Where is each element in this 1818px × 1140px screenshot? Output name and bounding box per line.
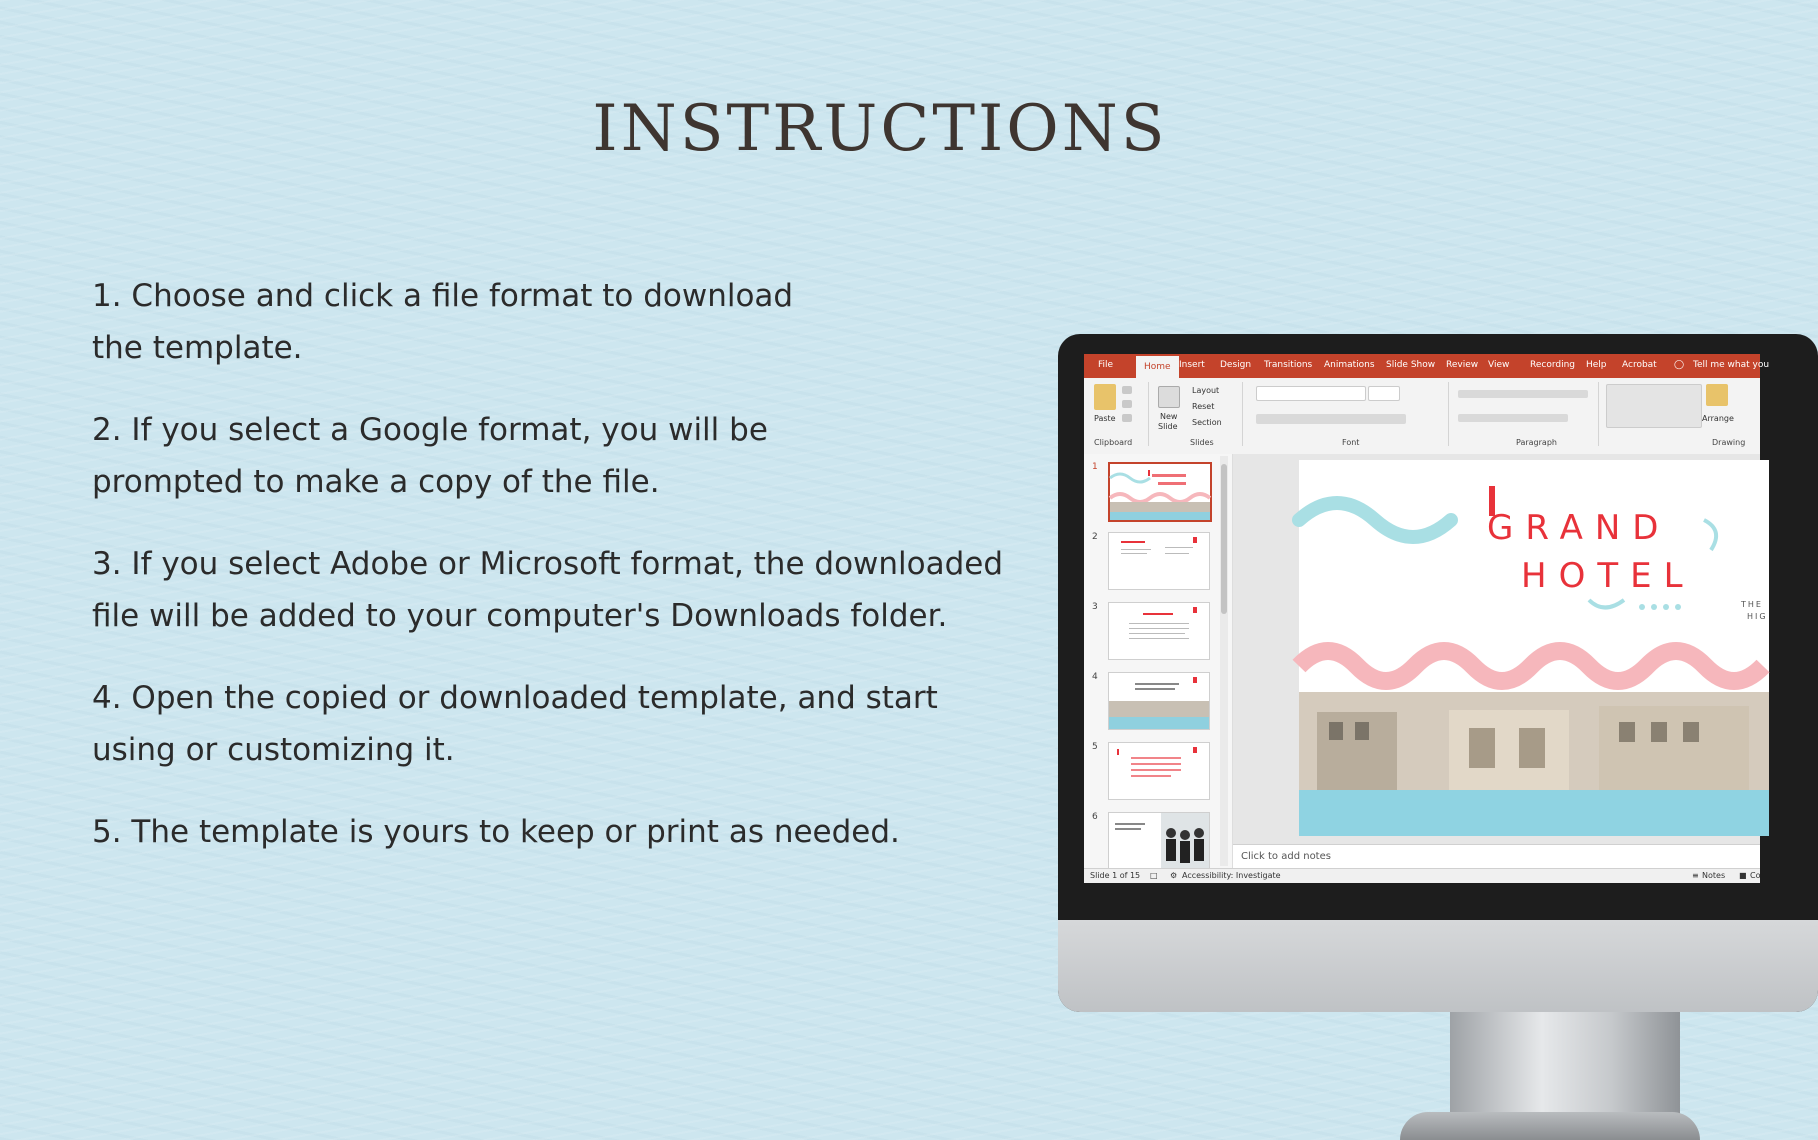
monitor-foot <box>1400 1112 1700 1140</box>
copy-icon[interactable] <box>1122 400 1132 408</box>
ribbon-separator <box>1242 382 1243 446</box>
tab-help[interactable]: Help <box>1586 360 1607 370</box>
slide-number: 4 <box>1092 672 1098 682</box>
monitor-chin <box>1058 920 1818 1012</box>
powerpoint-window <box>1084 354 1770 882</box>
slide-thumbnail-pane <box>1084 454 1233 868</box>
tab-file[interactable]: File <box>1098 360 1114 370</box>
current-slide-canvas[interactable] <box>1299 460 1769 836</box>
slide-title-line1: GRAND <box>1487 508 1671 548</box>
section-button[interactable]: Section <box>1192 418 1222 427</box>
tab-transitions[interactable]: Transitions <box>1264 360 1313 370</box>
tab-recording[interactable]: Recording <box>1530 360 1576 370</box>
slide-thumbnail-3[interactable] <box>1108 602 1210 660</box>
slide-number: 5 <box>1092 742 1098 752</box>
tab-review[interactable]: Review <box>1446 360 1479 370</box>
tab-insert[interactable]: Insert <box>1179 360 1205 370</box>
font-format-buttons[interactable] <box>1256 414 1406 424</box>
accessibility-status[interactable]: Accessibility: Investigate <box>1182 871 1281 880</box>
slide-number: 1 <box>1092 462 1098 472</box>
tab-home[interactable]: Home <box>1136 356 1179 378</box>
group-paragraph-label: Paragraph <box>1516 438 1557 447</box>
instructions-list <box>92 270 1022 888</box>
ribbon-separator <box>1148 382 1149 446</box>
slide-thumbnail-6[interactable] <box>1108 812 1210 870</box>
tab-design[interactable]: Design <box>1220 360 1252 370</box>
tab-animations[interactable]: Animations <box>1324 360 1375 370</box>
font-size-select[interactable] <box>1368 386 1400 401</box>
scrollbar-thumb[interactable] <box>1221 464 1227 614</box>
ribbon-separator <box>1598 382 1599 446</box>
instruction-step-3: 3. If you select Adobe or Microsoft format, the downloaded file will be added to your computer's Downloads folder. <box>92 546 1004 634</box>
slide-number: 2 <box>1092 532 1098 542</box>
notes-pane[interactable]: Click to add notes <box>1233 844 1760 868</box>
instruction-step-5: 5. The template is yours to keep or print as needed. <box>92 814 900 850</box>
spellcheck-icon[interactable]: □ <box>1150 871 1158 880</box>
notes-button[interactable]: Notes <box>1702 871 1726 880</box>
paste-button[interactable]: Paste <box>1094 414 1116 423</box>
instruction-step-1: 1. Choose and click a file format to download the template. <box>92 278 794 366</box>
list-buttons[interactable] <box>1458 390 1588 398</box>
slide-side-text-1: THE <box>1741 600 1763 609</box>
reset-button[interactable]: Reset <box>1192 402 1215 411</box>
tell-me-search[interactable]: Tell me what you <box>1693 360 1770 370</box>
thumbnail-5-art <box>1109 743 1209 799</box>
slide-title-line2: HOTEL <box>1521 556 1695 596</box>
instruction-step-4: 4. Open the copied or downloaded template, and start using or customizing it. <box>92 680 938 768</box>
ribbon-separator <box>1448 382 1449 446</box>
slide-editor-area <box>1233 454 1768 844</box>
thumbnail-2-art <box>1109 533 1209 589</box>
thumbnail-3-art <box>1109 603 1209 659</box>
slide-thumbnail-5[interactable] <box>1108 742 1210 800</box>
group-clipboard-label: Clipboard <box>1094 438 1133 447</box>
new-slide-button-line2[interactable]: Slide <box>1158 422 1178 431</box>
tab-view[interactable]: View <box>1488 360 1510 370</box>
layout-button[interactable]: Layout <box>1192 386 1220 395</box>
group-drawing-label: Drawing <box>1712 438 1746 447</box>
shapes-gallery[interactable] <box>1606 384 1702 428</box>
new-slide-icon <box>1158 386 1180 408</box>
slide-number: 6 <box>1092 812 1098 822</box>
thumbnail-4-art <box>1109 673 1209 729</box>
tab-slide-show[interactable]: Slide Show <box>1386 360 1436 370</box>
accessibility-icon: ⚙ <box>1170 871 1178 880</box>
group-slides-label: Slides <box>1190 438 1214 447</box>
slide-number: 3 <box>1092 602 1098 612</box>
slide-thumbnail-2[interactable] <box>1108 532 1210 590</box>
tab-acrobat[interactable]: Acrobat <box>1622 360 1657 370</box>
thumbnail-scrollbar[interactable] <box>1220 456 1228 866</box>
alignment-buttons[interactable] <box>1458 414 1568 422</box>
arrange-button[interactable]: Arrange <box>1702 414 1734 423</box>
arrange-icon <box>1706 384 1728 406</box>
ribbon-tab-bar <box>1084 354 1770 378</box>
status-bar <box>1084 868 1760 883</box>
instruction-step-2: 2. If you select a Google format, you will be prompted to make a copy of the file. <box>92 412 768 500</box>
font-family-select[interactable] <box>1256 386 1366 401</box>
slide-count: Slide 1 of 15 <box>1090 871 1141 880</box>
new-slide-button-line1[interactable]: New <box>1160 412 1178 421</box>
slide-thumbnail-4[interactable] <box>1108 672 1210 730</box>
slide-side-text-2: HIG <box>1747 612 1768 621</box>
ribbon <box>1084 378 1760 455</box>
cut-icon[interactable] <box>1122 386 1132 394</box>
notes-icon: ≡ <box>1692 871 1699 880</box>
monitor-stand <box>1450 1012 1680 1122</box>
group-font-label: Font <box>1342 438 1360 447</box>
format-painter-icon[interactable] <box>1122 414 1132 422</box>
lightbulb-icon: ◯ <box>1674 360 1685 370</box>
comment-icon: ■ <box>1739 871 1747 880</box>
page-title: INSTRUCTIONS <box>592 92 1168 166</box>
thumbnail-1-art <box>1110 464 1210 520</box>
comments-button[interactable]: Co <box>1750 871 1761 880</box>
thumbnail-6-art <box>1109 813 1209 869</box>
paste-icon <box>1094 384 1116 410</box>
slide-thumbnail-1[interactable] <box>1108 462 1212 522</box>
